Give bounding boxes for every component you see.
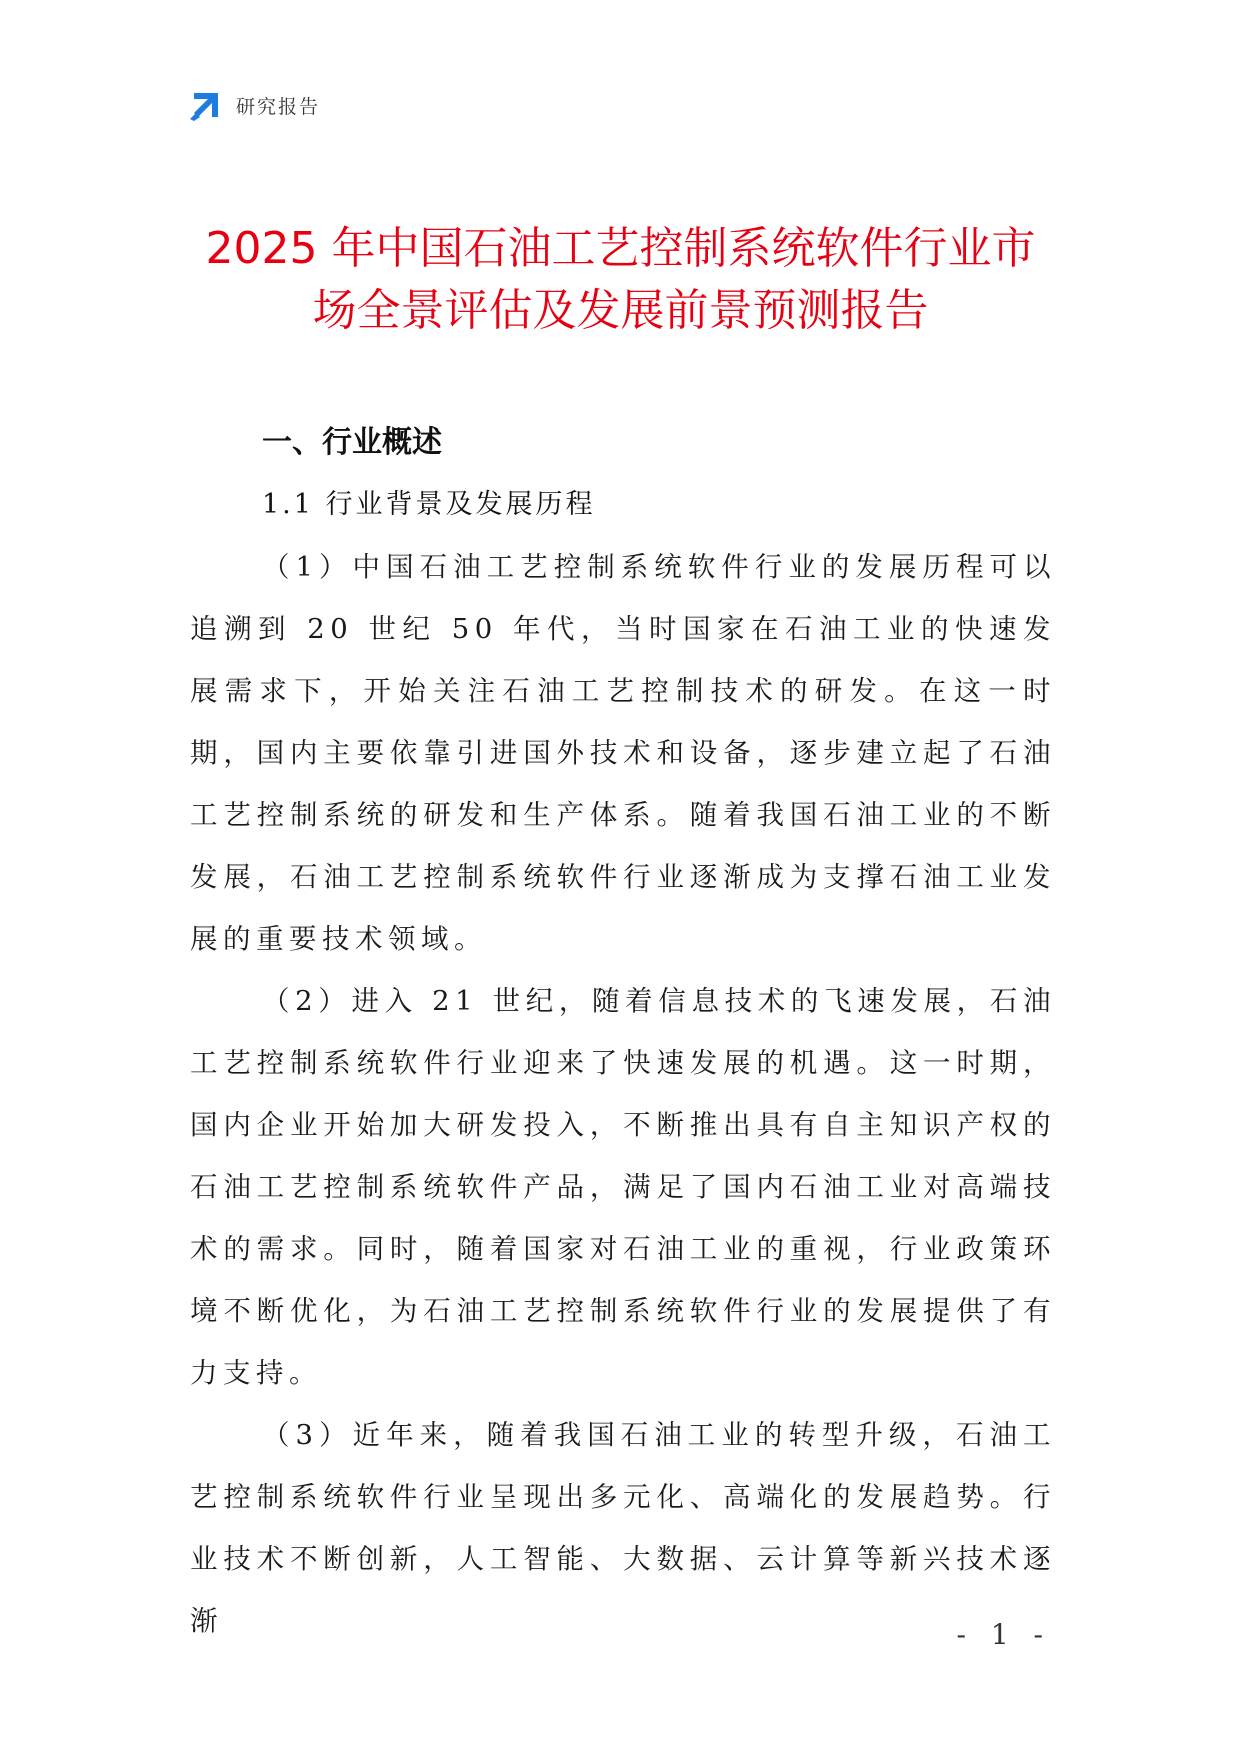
paragraph-1: （1）中国石油工艺控制系统软件行业的发展历程可以追溯到 20 世纪 50 年代，当时国家在石油工业的快速发展需求下，开始关注石油工艺控制技术的研发。在这一时期，国内主要依靠引进国外技术和设备，逐步建立起了石油工艺控制系统的研发和生产体系。随着我国石油工业的不断发展，石油工艺控制系统软件行业逐渐成为支撑石油工业发展的重要技术领域。 [190, 551, 1056, 955]
subsection-heading: 1.1 行业背景及发展历程 [262, 489, 596, 520]
header-label: 研究报告 [236, 95, 321, 118]
document-title [150, 218, 1091, 342]
title-line-1: 2025 年中国石油工艺控制系统软件行业市 [205, 223, 1036, 274]
arrow-up-right-icon [190, 89, 222, 121]
document-body [190, 412, 1056, 1652]
document-header [190, 88, 320, 122]
paragraph-2: （2）进入 21 世纪，随着信息技术的飞速发展，石油工艺控制系统软件行业迎来了快速发展的机遇。这一时期，国内企业开始加大研发投入，不断推出具有自主知识产权的石油工艺控制系统软件产品，满足了国内石油工业对高端技术的需求。同时，随着国家对石油工业的重视，行业政策环境不断优化，为石油工艺控制系统软件行业的发展提供了有力支持。 [190, 985, 1056, 1389]
paragraph-3: （3）近年来，随着我国石油工业的转型升级，石油工艺控制系统软件行业呈现出多元化、高端化的发展趋势。行业技术不断创新，人工智能、大数据、云计算等新兴技术逐渐 [190, 1419, 1056, 1637]
section-heading: 一、行业概述 [262, 425, 442, 460]
page-number: - 1 - [956, 1618, 1051, 1651]
title-line-2: 场全景评估及发展前景预测报告 [312, 285, 929, 336]
